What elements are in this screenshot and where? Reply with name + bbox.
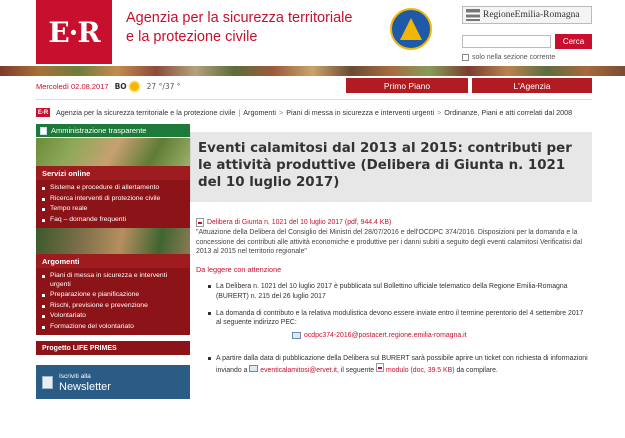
sidebar-item-tempo-reale[interactable]: Tempo reale	[36, 204, 190, 215]
search-input[interactable]	[462, 35, 551, 48]
list-item-text: La domanda di contributo e la relativa modulistica devono essere inviate entro il termine perentorio del 4 settembre 2017 al seguente indirizzo PEC:	[216, 310, 584, 327]
breadcrumb-separator: >	[437, 108, 442, 117]
document-icon	[40, 127, 47, 135]
sidebar	[36, 124, 190, 438]
sidebar-photo	[36, 138, 190, 166]
servizi-online-list	[36, 180, 190, 228]
mail-icon	[292, 332, 301, 339]
region-logo-text: RegioneEmilia-Romagna	[483, 10, 580, 20]
search-scope-checkbox[interactable]	[462, 54, 469, 61]
pdf-icon	[196, 218, 204, 227]
newsletter-title: Newsletter	[59, 381, 111, 393]
sidebar-item-faq[interactable]: Faq – domande frequenti	[36, 215, 190, 226]
region-flag-icon	[466, 9, 480, 21]
agency-title-line2: e la protezione civile	[126, 29, 258, 45]
sidebar-item-piani-messa-sicurezza[interactable]: Piani di messa in sicurezza e interventi urgenti	[36, 271, 190, 290]
sidebar-item-ricerca-interventi[interactable]: Ricerca interventi di protezione civile	[36, 194, 190, 205]
breadcrumb-separator: |	[238, 108, 241, 117]
newsletter-banner[interactable]	[36, 365, 190, 399]
list-item: La Delibera n. 1021 del 10 luglio 2017 è pubblicata sul Bollettino ufficiale telematico della Regione Emilia-Romagna (BURERT) n. 215 del 26 luglio 2017	[196, 282, 588, 301]
nav-agenzia[interactable]: L'Agenzia	[472, 78, 592, 93]
delibera-pdf-link[interactable]	[196, 218, 588, 227]
breadcrumb-item[interactable]: Piani di messa in sicurezza e interventi urgenti	[286, 108, 435, 117]
delibera-pdf-label: Delibera di Giunta n. 1021 del 10 luglio 2017 (pdf, 944.4 KB)	[207, 219, 392, 226]
sidebar-item-formazione[interactable]: Formazione del volontariato	[36, 322, 190, 333]
page-title-box	[190, 132, 592, 202]
sidebar-item-preparazione[interactable]: Preparazione e pianificazione	[36, 290, 190, 301]
list-item	[196, 354, 588, 376]
search-button[interactable]: Cerca	[555, 34, 592, 49]
search-scope-option[interactable]	[462, 54, 555, 61]
nav-primo-piano[interactable]: Primo Piano	[346, 78, 468, 93]
life-primes-link[interactable]: Progetto LIFE PRIMES	[36, 341, 190, 355]
article-body	[196, 218, 588, 376]
agency-title-line1: Agenzia per la sicurezza territoriale	[126, 10, 353, 26]
list-item	[196, 309, 588, 340]
breadcrumb-separator: >	[279, 108, 284, 117]
header-divider	[36, 99, 592, 100]
site-header	[0, 0, 625, 66]
breadcrumb-er-logo[interactable]: E-R	[37, 109, 49, 116]
region-logo[interactable]	[462, 6, 592, 24]
breadcrumb-item[interactable]: Argomenti	[243, 108, 277, 117]
photo-strip	[0, 66, 625, 76]
current-date: Mercoledì 02.08.2017	[36, 82, 109, 91]
search-scope-label: solo nella sezione corrente	[472, 54, 556, 61]
breadcrumb	[36, 106, 592, 119]
sidebar-item-amministrazione-trasparente[interactable]	[36, 124, 190, 137]
sidebar-item-volontariato[interactable]: Volontariato	[36, 311, 190, 322]
temperature: 27 °/37 °	[146, 82, 181, 91]
main-content	[190, 124, 592, 438]
newsletter-subtitle: Iscriviti alla	[59, 373, 91, 380]
servizi-online-heading: Servizi online	[36, 166, 190, 180]
modulo-link[interactable]: modulo (doc, 39.5 KB)	[385, 367, 455, 375]
er-logo[interactable]: E·R	[36, 0, 112, 64]
newsletter-icon	[42, 376, 53, 389]
sidebar-item-rischi[interactable]: Rischi, previsione e prevenzione	[36, 301, 190, 312]
email-link[interactable]: eventicalamitosi@ervet.it	[260, 367, 337, 375]
breadcrumb-item: Ordinanze, Piani e atti correlati dal 2008	[444, 108, 573, 117]
breadcrumb-item[interactable]: Agenzia per la sicurezza territoriale e la protezione civile	[56, 108, 236, 117]
sidebar-item-allertamento[interactable]: Sistema e procedure di allertamento	[36, 183, 190, 194]
agency-title[interactable]	[126, 9, 352, 47]
list-item-text: A partire dalla data di pubblicazione della Delibera sul BURERT sarà possibile aprire un ticket con richiesta di informazioni inviando a	[216, 354, 588, 375]
page-title: Eventi calamitosi dal 2013 al 2015: contributi per le attività produttive (Delibera di Giunta n. 1021 del 10 luglio 2017)	[198, 141, 572, 190]
sidebar-photo	[36, 228, 190, 254]
pec-link[interactable]	[216, 331, 588, 340]
date-bar	[36, 78, 592, 95]
delibera-description: "Attuazione della Delibera del Consiglio dei Ministri del 28/07/2016 e dell'OCDPC 374/2016. Disposizioni per la domanda e la concessione dei contributi alle attività economiche e produttive per i danni subiti a seguito degli eventi calamitosi Verificatisi dal 2013 al 2015 nel territorio regionale"	[196, 229, 583, 255]
sun-icon	[130, 82, 139, 91]
list-item-text: da compilare.	[456, 367, 498, 375]
argomenti-list	[36, 268, 190, 335]
pec-address: ocdpc374-2016@postacert.regione.emilia-romagna.it	[304, 331, 467, 339]
argomenti-heading: Argomenti	[36, 254, 190, 268]
list-item-text: , il seguente	[336, 367, 375, 375]
mail-icon	[249, 365, 258, 372]
section-heading: Da leggere con attenzione	[196, 265, 282, 275]
protezione-civile-seal-icon	[390, 8, 432, 50]
sidebar-item-label: Amministrazione trasparente	[51, 126, 147, 135]
weather-city[interactable]: BO	[114, 82, 127, 91]
doc-icon	[376, 363, 384, 372]
